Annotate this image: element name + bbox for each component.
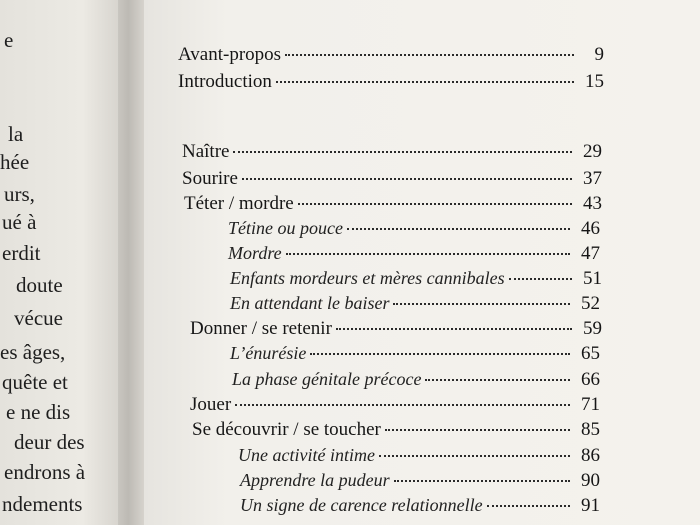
toc-entry-title: Se découvrir / se toucher xyxy=(192,419,381,440)
toc-entry-page: 47 xyxy=(581,243,600,264)
toc-entry-page: 15 xyxy=(585,71,604,92)
toc-entry-page: 43 xyxy=(583,193,602,214)
toc-entry-page: 65 xyxy=(581,343,600,364)
toc-entry-title: Apprendre la pudeur xyxy=(240,470,390,490)
toc-entry-page: 51 xyxy=(583,268,602,289)
toc-entry-title: Enfants mordeurs et mères cannibales xyxy=(230,268,505,288)
leader-dots xyxy=(425,379,570,381)
toc-entry xyxy=(192,419,600,445)
toc-entry-page: 9 xyxy=(594,44,604,65)
book-gutter xyxy=(118,0,144,525)
toc-entry xyxy=(178,44,604,70)
left-page-text: ué à xyxy=(2,210,37,234)
leader-dots xyxy=(285,54,574,56)
left-page-text: erdit xyxy=(2,241,41,265)
toc-entry xyxy=(228,243,600,269)
leader-dots xyxy=(347,228,570,230)
toc-entry-title: Une activité intime xyxy=(238,445,375,465)
left-page-text: quête et xyxy=(2,370,68,394)
toc-entry-page: 66 xyxy=(581,369,600,390)
left-page-text: urs, xyxy=(4,182,35,206)
toc-entry-page: 85 xyxy=(581,419,600,440)
toc-entry-title: Un signe de carence relationnelle xyxy=(240,495,483,515)
leader-dots xyxy=(394,480,570,482)
left-page-text: ndements xyxy=(2,492,83,516)
toc-entry-title: Tétine ou pouce xyxy=(228,218,343,238)
toc-entry xyxy=(230,293,600,319)
toc-entry-title: En attendant le baiser xyxy=(230,293,390,313)
leader-dots xyxy=(393,303,570,305)
left-page-text: es âges, xyxy=(0,340,66,364)
left-page-text: endrons à xyxy=(4,460,86,484)
toc-entry xyxy=(238,445,600,471)
toc-entry-page: 90 xyxy=(581,470,600,491)
leader-dots xyxy=(298,203,572,205)
toc-entry xyxy=(230,268,602,294)
leader-dots xyxy=(487,505,570,507)
left-page-text: vécue xyxy=(14,306,63,330)
leader-dots xyxy=(276,81,574,83)
toc-entry xyxy=(178,71,604,97)
toc-entry-title: Naître xyxy=(182,141,230,162)
toc-entry-title: Téter / mordre xyxy=(184,193,294,214)
left-page-text: e ne dis xyxy=(6,400,71,424)
toc-entry-page: 86 xyxy=(581,445,600,466)
leader-dots xyxy=(242,178,572,180)
toc-entry xyxy=(182,168,602,194)
toc-entry-title: Introduction xyxy=(178,71,272,92)
toc-entry xyxy=(182,141,602,167)
toc-entry-page: 71 xyxy=(581,394,600,415)
toc-entry-title: Sourire xyxy=(182,168,238,189)
toc-entry-title: Donner / se retenir xyxy=(190,318,332,339)
left-page xyxy=(0,0,118,525)
leader-dots xyxy=(235,404,570,406)
toc-entry-page: 91 xyxy=(581,495,600,516)
toc-entry-title: L’énurésie xyxy=(230,343,307,363)
toc-entry xyxy=(232,369,600,395)
leader-dots xyxy=(233,151,572,153)
toc-entry xyxy=(230,343,600,369)
table-of-contents xyxy=(144,0,700,525)
left-page-text: e xyxy=(4,28,14,52)
toc-entry-title: Jouer xyxy=(190,394,232,415)
toc-entry-page: 37 xyxy=(583,168,602,189)
toc-entry-title: Mordre xyxy=(228,243,282,263)
toc-entry-page: 59 xyxy=(583,318,602,339)
toc-entry xyxy=(190,394,600,420)
toc-entry-title: La phase génitale précoce xyxy=(232,369,422,389)
leader-dots xyxy=(286,253,570,255)
toc-entry xyxy=(228,218,600,244)
leader-dots xyxy=(509,278,572,280)
toc-entry-page: 46 xyxy=(581,218,600,239)
toc-entry xyxy=(240,495,600,521)
leader-dots xyxy=(379,455,570,457)
left-page-text: doute xyxy=(16,273,63,297)
left-page-text: hée xyxy=(0,150,30,174)
leader-dots xyxy=(336,328,572,330)
toc-entry xyxy=(190,318,602,344)
left-page-text: la xyxy=(8,122,24,146)
left-page-text: deur des xyxy=(14,430,85,454)
toc-entry-page: 52 xyxy=(581,293,600,314)
toc-entry xyxy=(240,470,600,496)
leader-dots xyxy=(385,429,570,431)
toc-entry-title: Avant-propos xyxy=(178,44,282,65)
leader-dots xyxy=(310,353,570,355)
toc-entry xyxy=(184,193,602,219)
right-page xyxy=(144,0,700,525)
toc-entry-page: 29 xyxy=(583,141,602,162)
